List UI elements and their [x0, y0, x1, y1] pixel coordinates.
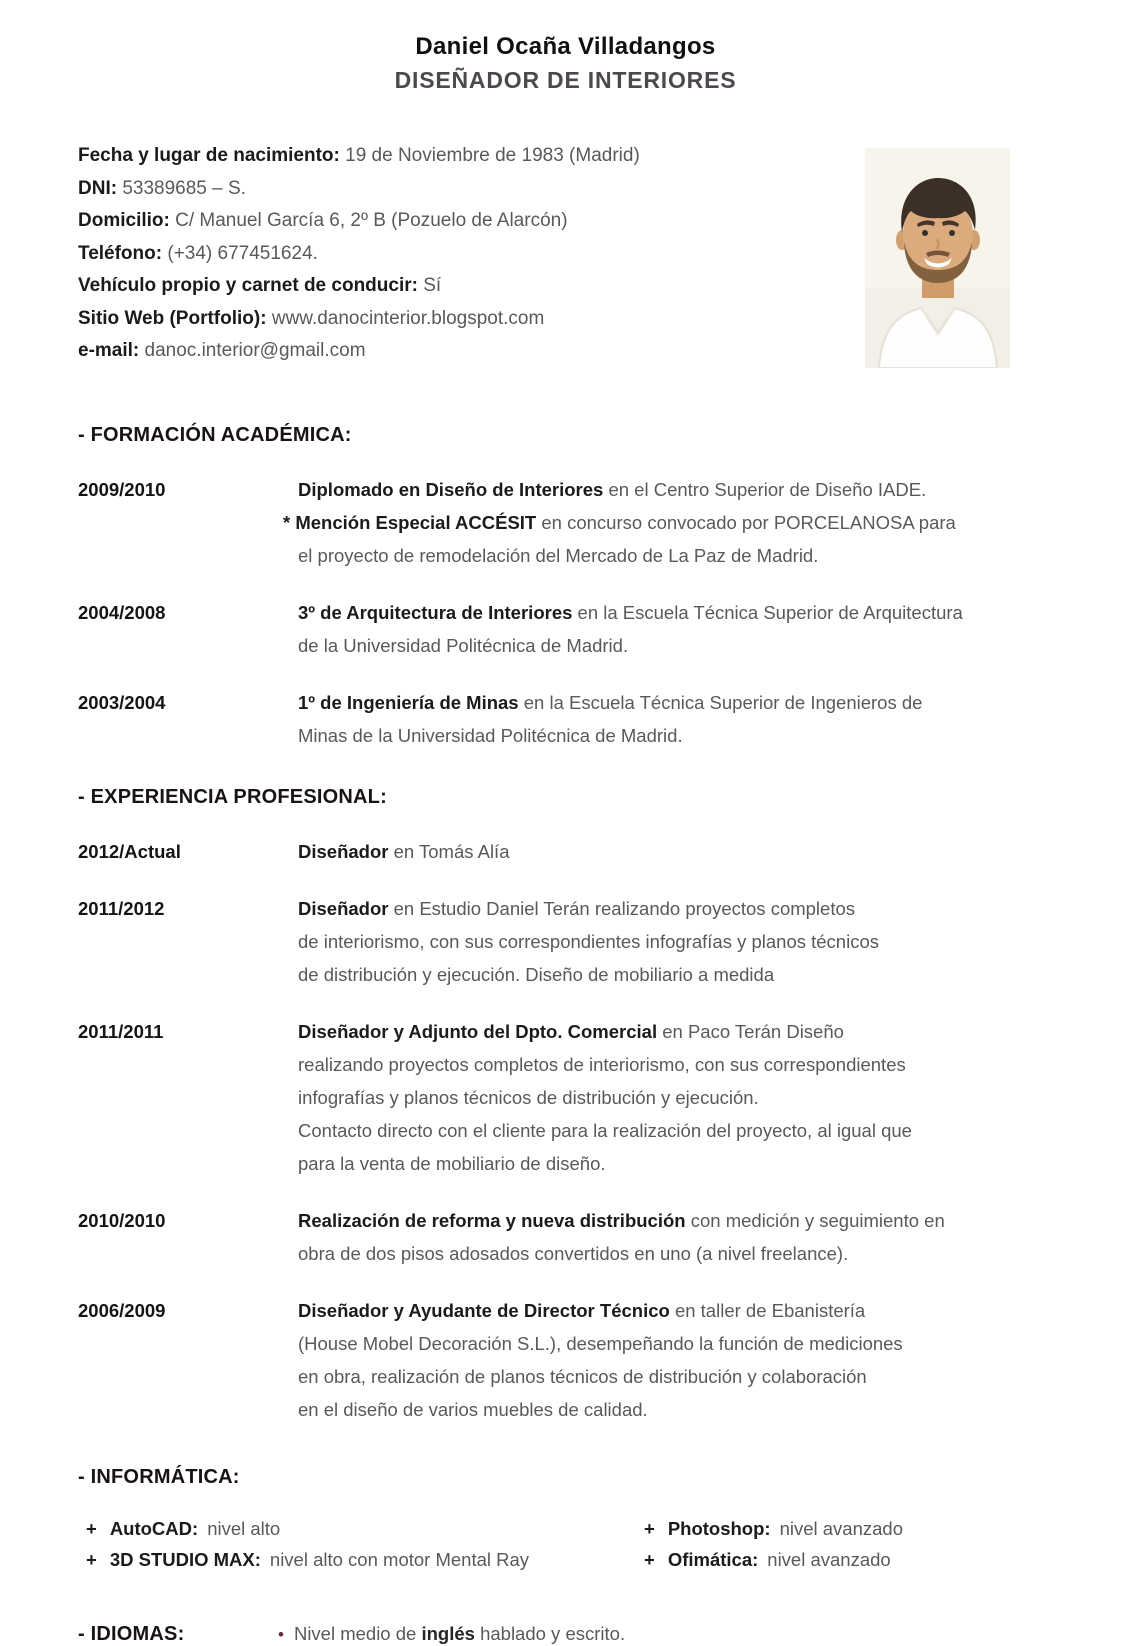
language-text-pre: Nivel medio de	[293, 1622, 422, 1644]
skill-level: nivel alto con motor Mental Ray	[269, 1548, 530, 1570]
entry-gray-text: en la Escuela Técnica Superior de Ingenieros de	[518, 691, 923, 713]
language-text-post: hablado y escrito.	[474, 1622, 626, 1644]
person-name: Daniel Ocaña Villadangos	[415, 33, 716, 60]
entry-gray-text: de interiorismo, con sus correspondientes infografías y planos técnicos	[298, 930, 879, 952]
entry-gray-text: de distribución y ejecución. Diseño de mobiliario a medida	[298, 963, 775, 985]
experience-entries	[78, 835, 1131, 1426]
entry-line	[298, 539, 956, 572]
experience-heading: - EXPERIENCIA PROFESIONAL:	[78, 785, 387, 808]
experience-section	[0, 786, 1131, 1426]
idiomas-section	[78, 1623, 1131, 1646]
plus-bullet: +	[644, 1548, 655, 1570]
entry-gray-text: obra de dos pisos adosados convertidos en uno (a nivel freelance).	[298, 1242, 849, 1264]
info-value: Sí	[417, 275, 442, 296]
entry-bold-text: Diseñador y Adjunto del Dpto. Comercial	[298, 1020, 658, 1042]
entry-bold-text: Diseñador	[298, 897, 389, 919]
entry-description	[298, 686, 922, 752]
cv-entry	[78, 835, 1131, 868]
skill-label: AutoCAD:	[109, 1517, 199, 1539]
entry-gray-text: Contacto directo con el cliente para la realización del proyecto, al igual que	[298, 1119, 912, 1141]
entry-line	[298, 473, 956, 506]
entry-bold-text: Diseñador	[298, 840, 389, 862]
entry-date: 2012/Actual	[78, 840, 181, 862]
informatica-heading: - INFORMÁTICA:	[78, 1465, 240, 1488]
education-entries	[78, 473, 1131, 752]
cv-entry	[78, 892, 1131, 991]
entry-bold-text: Diplomado en Diseño de Interiores	[298, 478, 604, 500]
plus-bullet: +	[86, 1548, 97, 1570]
entry-gray-text: para la venta de mobiliario de diseño.	[298, 1152, 606, 1174]
language-name: inglés	[421, 1622, 475, 1644]
entry-date: 2003/2004	[78, 691, 166, 713]
entry-line	[298, 1147, 912, 1180]
language-item	[278, 1623, 625, 1645]
informatica-section	[0, 1466, 1131, 1575]
entry-date: 2006/2009	[78, 1299, 166, 1321]
entry-line	[298, 719, 922, 752]
entry-line	[298, 1237, 945, 1270]
entry-gray-text: infografías y planos técnicos de distribución y ejecución.	[298, 1086, 759, 1108]
portrait-photo-graphic	[865, 148, 1010, 368]
entry-bold-text: * Mención Especial ACCÉSIT	[283, 511, 537, 533]
entry-gray-text: realizando proyectos completos de interiorismo, con sus correspondientes	[298, 1053, 906, 1075]
idiomas-heading: - IDIOMAS:	[78, 1622, 185, 1645]
skill-level: nivel avanzado	[767, 1548, 891, 1570]
entry-gray-text: en el Centro Superior de Diseño IADE.	[603, 478, 927, 500]
entry-line	[298, 1204, 945, 1237]
entry-bold-text: 1º de Ingeniería de Minas	[298, 691, 519, 713]
entry-line	[298, 925, 879, 958]
skill-item	[86, 1544, 644, 1575]
entry-gray-text: con medición y seguimiento en	[685, 1209, 945, 1231]
entry-line	[283, 506, 956, 539]
cv-entry	[78, 596, 1131, 662]
info-label: Teléfono:	[78, 242, 163, 264]
entry-gray-text: en el diseño de varios muebles de calidad.	[298, 1398, 648, 1420]
skill-item	[86, 1513, 644, 1544]
entry-line	[298, 835, 509, 868]
info-label: e-mail:	[78, 340, 140, 361]
skills-grid	[86, 1513, 1131, 1575]
education-heading: - FORMACIÓN ACADÉMICA:	[78, 423, 352, 446]
entry-description	[298, 596, 963, 662]
info-label: Domicilio:	[78, 210, 170, 231]
skill-label: 3D STUDIO MAX:	[109, 1548, 261, 1570]
entry-line	[298, 596, 963, 629]
skill-label: Ofimática:	[667, 1548, 759, 1570]
info-value: 19 de Noviembre de 1983 (Madrid)	[339, 145, 640, 166]
entry-line	[298, 1081, 912, 1114]
entry-line	[298, 1114, 912, 1147]
entry-line	[298, 1360, 903, 1393]
entry-description	[298, 1015, 912, 1180]
info-label: Vehículo propio y carnet de conducir:	[78, 275, 418, 296]
cv-entry	[78, 473, 1131, 572]
entry-date: 2010/2010	[78, 1209, 166, 1231]
education-section	[0, 424, 1131, 752]
skill-label: Photoshop:	[667, 1517, 771, 1539]
info-value: (+34) 677451624.	[162, 242, 318, 264]
info-value: www.danocinterior.blogspot.com	[266, 307, 545, 329]
document-header	[0, 0, 1131, 94]
entry-gray-text: en Estudio Daniel Terán realizando proyectos completos	[388, 897, 856, 919]
person-title: DISEÑADOR DE INTERIORES	[394, 67, 737, 93]
cv-entry	[78, 1015, 1131, 1180]
entry-gray-text: en Paco Terán Diseño	[657, 1020, 844, 1042]
entry-date: 2011/2012	[78, 897, 165, 919]
info-value: danoc.interior@gmail.com	[139, 340, 366, 361]
entry-description	[298, 1204, 945, 1270]
info-label: Sitio Web (Portfolio):	[78, 307, 267, 329]
plus-bullet: +	[644, 1517, 655, 1539]
entry-line	[298, 1015, 912, 1048]
cv-entry	[78, 1294, 1131, 1426]
cv-entry	[78, 686, 1131, 752]
entry-gray-text: Minas de la Universidad Politécnica de Madrid.	[298, 724, 683, 746]
entry-bold-text: 3º de Arquitectura de Interiores	[298, 601, 573, 623]
entry-line	[298, 1393, 903, 1426]
entry-description	[298, 835, 509, 868]
entry-gray-text: el proyecto de remodelación del Mercado de La Paz de Madrid.	[298, 544, 819, 566]
skill-level: nivel alto	[207, 1517, 281, 1539]
skills-column-right	[644, 1513, 903, 1575]
plus-bullet: +	[86, 1517, 97, 1539]
skill-item	[644, 1544, 903, 1575]
entry-date: 2009/2010	[78, 478, 166, 500]
entry-gray-text: en taller de Ebanistería	[669, 1299, 866, 1321]
entry-line	[298, 1294, 903, 1327]
bullet-icon: •	[278, 1624, 284, 1644]
cv-entry	[78, 1204, 1131, 1270]
entry-gray-text: en obra, realización de planos técnicos de distribución y colaboración	[298, 1365, 867, 1387]
info-label: Fecha y lugar de nacimiento:	[78, 145, 340, 166]
info-label: DNI:	[78, 177, 118, 199]
info-value: C/ Manuel García 6, 2º B (Pozuelo de Alarcón)	[169, 210, 568, 231]
entry-gray-text: en Tomás Alía	[388, 840, 510, 862]
entry-gray-text: en la Escuela Técnica Superior de Arquitectura	[572, 601, 963, 623]
entry-bold-text: Realización de reforma y nueva distribución	[298, 1209, 686, 1231]
entry-date: 2011/2011	[78, 1020, 164, 1042]
skill-level: nivel avanzado	[779, 1517, 903, 1539]
entry-gray-text: de la Universidad Politécnica de Madrid.	[298, 634, 629, 656]
entry-line	[298, 958, 879, 991]
entry-line	[298, 892, 879, 925]
skill-item	[644, 1513, 903, 1544]
entry-line	[298, 686, 922, 719]
entry-date: 2004/2008	[78, 601, 166, 623]
entry-description	[298, 892, 879, 991]
skills-column-left	[86, 1513, 644, 1575]
profile-photo	[865, 148, 1010, 368]
entry-line	[298, 629, 963, 662]
entry-gray-text: en concurso convocado por PORCELANOSA para	[536, 511, 956, 533]
entry-description	[283, 473, 956, 572]
entry-line	[298, 1327, 903, 1360]
entry-bold-text: Diseñador y Ayudante de Director Técnico	[298, 1299, 670, 1321]
entry-line	[298, 1048, 912, 1081]
info-value: 53389685 – S.	[117, 177, 246, 199]
entry-description	[298, 1294, 903, 1426]
entry-gray-text: (House Mobel Decoración S.L.), desempeñando la función de mediciones	[298, 1332, 903, 1354]
